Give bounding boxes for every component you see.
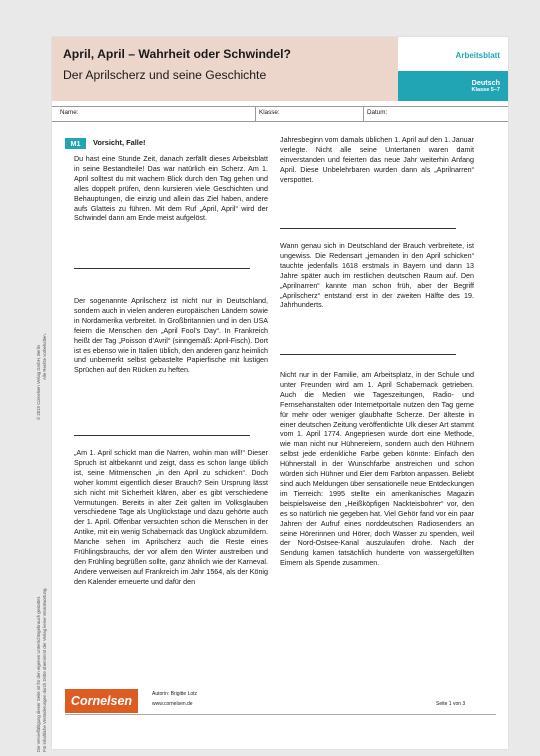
name-field[interactable]: Name: [60, 109, 79, 116]
paragraph-countries: Der sogenannte Aprilscherz ist nicht nur in Deutschland, sondern auch in vielen anderen europäischen Ländern sowie in Nordamerika verbreitet. In Großbritannien und in den USA feiern die Menschen den „April Fool’s Day“. In Frankreich heißt der Tag „Poisson d’Avril“ (sinngemäß: April-Fisch). Dort ist es ebenso wie in Italien üblich, den anderen ganz heimlich und unbemerkt selbst gebastelte Papierfische mit lustigen Sprüchen auf den Rücken zu heften. [74, 297, 268, 375]
usage-note: Die Vervielfältigung dieser Seite ist für den eigenen Unterrichtsgebrauch gestattet. [36, 596, 41, 752]
section-badge: M1 [65, 138, 86, 149]
subject-label: Deutsch [471, 78, 500, 87]
subject-box [398, 71, 508, 101]
paragraph-intro: Du hast eine Stunde Zeit, danach zerfällt dieses Arbeitsblatt in seine Bestandteile! Das war natürlich ein Scherz. Am 1. April solltest du mit wachem Blick durch den Tag gehen und alles doppelt prüfen, denn kursieren viele Geschichten und Behauptungen, die einzig und allein das Ziel haben, andere aufs Glatteis zu führen. Mit dem Ruf „April, April“ wird der Schwindel dann am Ende meist aufgelöst. [74, 155, 268, 223]
class-field[interactable]: Klasse: [259, 109, 280, 116]
copyright-note: © 2019 Cornelsen Verlag GmbH, Berlin [36, 344, 41, 420]
date-field[interactable]: Datum: [367, 109, 388, 116]
student-info-row [52, 106, 508, 122]
publisher-website[interactable]: www.cornelsen.de [152, 701, 193, 707]
paragraph-germany: Wann genau sich in Deutschland der Brauch verbreitete, ist ungewiss. Die Redensart „jemanden in den April schicken“ tauchte jedenfalls 1618 erstmals in Bayern und dann 13 Jahre später auch im restlichen deutschen Raum auf. Den „Aprilnarren“ kannte man schon früh, aber der Begriff „Aprilscherz“ entstand erst in der zweiten Hälfte des 19. Jahrhunderts. [280, 242, 474, 310]
section-title: Vorsicht, Falle! [93, 138, 146, 147]
page-number: Seite 1 von 3 [436, 701, 466, 707]
divider-line [280, 228, 456, 229]
worksheet-page [52, 37, 508, 749]
page-subtitle: Der Aprilscherz und seine Geschichte [63, 68, 267, 82]
divider-line [280, 354, 456, 355]
paragraph-media: Nicht nur in der Familie, am Arbeitsplatz, in der Schule und unter Freunden wird am 1. April Schabernack getrieben. Auch die Medien wie Tageszeitungen, Radio- und Fernsehanstalten oder Internetportale nutzen den Tag gerne für mehr oder weniger glaubhafte Scherze. Der älteste in einer deutschen Zeitung veröffentlichte Ulk dieser Art stammt vom 1. April 1774. Angepriesen wurde dort eine Methode, wie man nicht nur Hühnereiern, sondern auch den Hühnern selbst jede erdenkliche Farbe geben könnte: Einfach den Hühnerstall in der Wunschfarbe anstreichen und schon würden sich Hühner und Eier dem Farbton anpassen. Beliebt sind auch Meldungen über sensationelle neue Entdeckungen im Tierreich: 1995 stellte ein amerikanisches Magazin beispielsweise den „Heißköpfigen Nackteisbohrer“ vor, den es so natürlich nie gegeben hat. Viel Gehör fand vor ein paar Jahren der Aufruf eines norddeutschen Radiosenders an seine Hörerinnen und Hörer, doch Wasser zu spenden, weil der Nord-Ostsee-Kanal auszulaufen drohe. Nach der Sendung kamen tatsächlich hunderte von wassergefüllten Eimern als Spende zusammen. [280, 371, 474, 568]
rights-note: Alle Rechte vorbehalten. [42, 333, 47, 380]
author-credit: Autorin: Brigitte Lotz [152, 691, 198, 697]
grade-label: Klasse 5–7 [471, 87, 500, 93]
cornelsen-logo: Cornelsen [65, 689, 138, 713]
sheet-type-label: Arbeitsblatt [455, 51, 500, 60]
responsibility-note: Für inhaltliche Veränderungen durch Dritte übernimmt der Verlag keine Verantwortung. [42, 587, 47, 752]
title-band [52, 37, 398, 101]
paragraph-calendar: Jahresbeginn vom damals üblichen 1. April auf den 1. Januar verlegte. Nicht alle seine Untertanen waren damit einverstanden und feierten das neue Jahr weiterhin Anfang April. Diese Unbelehrbaren wurden dann als „Aprilnarren“ verspottet. [280, 136, 474, 184]
page-title: April, April – Wahrheit oder Schwindel? [63, 47, 291, 61]
sheet-type-box [398, 37, 508, 71]
footer-divider [65, 714, 496, 715]
divider-line [74, 435, 250, 436]
paragraph-origin: „Am 1. April schickt man die Narren, wohin man will!“ Dieser Spruch ist altbekannt und zeigt, dass es schon lange üblich ist, seine Mitmenschen „in den April zu schicken“. Doch woher kommt eigentlich dieser Brauch? Sein Ursprung lässt sich nicht mit Sicherheit klären, aber es gibt verschiedene Vermutungen. Bereits in alter Zeit galten im Volksglauben verschiedene Tage als Unglückstage und dazu gehörte auch der 1. April. Offenbar versuchten schon die Menschen in der Antike, mit ein wenig Schabernack das Unglück abzumildern. Manche sehen im Aprilscherz auch die Reste eines Frühlingsbrauchs, der vor allem den Winter austreiben und den Frühling begrüßen sollte, ganz ähnlich wie der Karneval. Andere verweisen auf Frankreich im Jahr 1564, als der König den Kalender erneuerte und dafür den [74, 449, 268, 586]
divider-line [74, 268, 250, 269]
